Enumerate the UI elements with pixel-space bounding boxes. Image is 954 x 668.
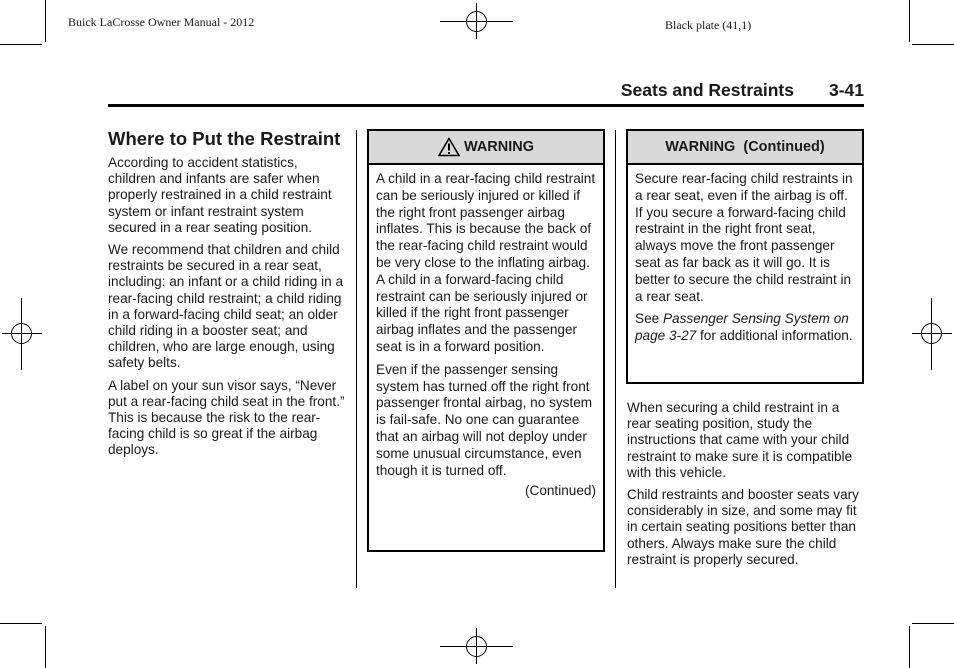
cross-reference-link[interactable]: Passenger Sensing System on page 3-27 bbox=[635, 311, 849, 344]
see-suffix: for additional information. bbox=[696, 328, 853, 344]
warning-box-continued bbox=[626, 129, 864, 384]
paragraph: Even if the passenger sensing system has turned off the right front passenger frontal airbag, no system is fail-safe. No one can guarantee that an airbag will not deploy under some unusual circumstance, even though it is turned off. bbox=[376, 361, 593, 478]
section-header bbox=[108, 80, 864, 107]
paragraph: Child restraints and booster seats vary considerably in size, and some may fit in certain seating positions better than others. Always make sure the child restraint is properly secured. bbox=[627, 487, 859, 567]
crop-mark-top-right-horizontal bbox=[912, 44, 954, 45]
crop-mark-top-left-horizontal bbox=[0, 44, 42, 45]
paragraph: Secure rear-facing child restraints in a rear seat, even if the airbag is off. If you secure a forward-facing child restraint in the right front seat, always move the front passenger seat as far back as it will go. It is better to secure the child restraint in a rear seat. bbox=[635, 171, 853, 304]
warning-title: WARNING (Continued) bbox=[665, 138, 825, 155]
section-title: Seats and Restraints bbox=[620, 80, 794, 100]
warning-body bbox=[369, 165, 603, 504]
warning-title: WARNING bbox=[463, 138, 535, 155]
warning-triangle-icon bbox=[438, 137, 460, 157]
continued-label: (Continued) bbox=[524, 483, 596, 499]
paragraph: When securing a child restraint in a rear seating position, study the instructions that came with your child restraint to make sure it is compatible with this vehicle. bbox=[627, 400, 853, 480]
crop-mark-bottom-left-horizontal bbox=[0, 623, 42, 624]
paragraph: A label on your sun visor says, “Never put a rear-facing child seat in the front.” This is because the risk to the rear-facing child is so great if the airbag deploys. bbox=[108, 377, 345, 458]
crop-mark-top-right-vertical bbox=[909, 0, 910, 42]
column-1 bbox=[108, 128, 348, 465]
crop-mark-bottom-right-vertical bbox=[909, 626, 910, 668]
manual-title: Buick LaCrosse Owner Manual - 2012 bbox=[68, 15, 255, 29]
see-prefix: See bbox=[635, 311, 663, 327]
warning-box bbox=[367, 129, 605, 552]
warning-header bbox=[628, 131, 862, 165]
section-heading: Where to Put the Restraint bbox=[108, 128, 341, 149]
warning-body bbox=[628, 165, 862, 349]
paragraph: According to accident statistics, children and infants are safer when properly restrained in a child restraint system or infant restraint system secured in a rear seating position. bbox=[108, 155, 332, 235]
column-rule-1 bbox=[356, 130, 357, 588]
column-rule-2 bbox=[615, 130, 616, 588]
cross-reference-paragraph bbox=[635, 311, 855, 345]
crop-mark-bottom-right-horizontal bbox=[912, 623, 954, 624]
crop-mark-bottom-left-vertical bbox=[45, 626, 46, 668]
plate-label: Black plate (41,1) bbox=[665, 18, 752, 32]
crop-mark-top-left-vertical bbox=[45, 0, 46, 42]
paragraph: We recommend that children and child restraints be secured in a rear seat, including: an infant or a child riding in a rear-facing child restraint; a child riding in a forward-facing child seat; an older child riding in a booster seat; and children, who are large enough, using safety belts. bbox=[108, 242, 344, 371]
paragraph: A child in a rear-facing child restraint can be seriously injured or killed if the right front passenger airbag inflates. This is because the back of the rear-facing child restraint would be very close to the inflating airbag. A child in a forward-facing child restraint can be seriously injured or killed if the right front passenger airbag inflates and the passenger seat is in a forward position. bbox=[376, 171, 596, 354]
warning-header bbox=[369, 131, 603, 165]
column-3-text bbox=[627, 400, 863, 574]
page-number: 3-41 bbox=[828, 80, 864, 100]
